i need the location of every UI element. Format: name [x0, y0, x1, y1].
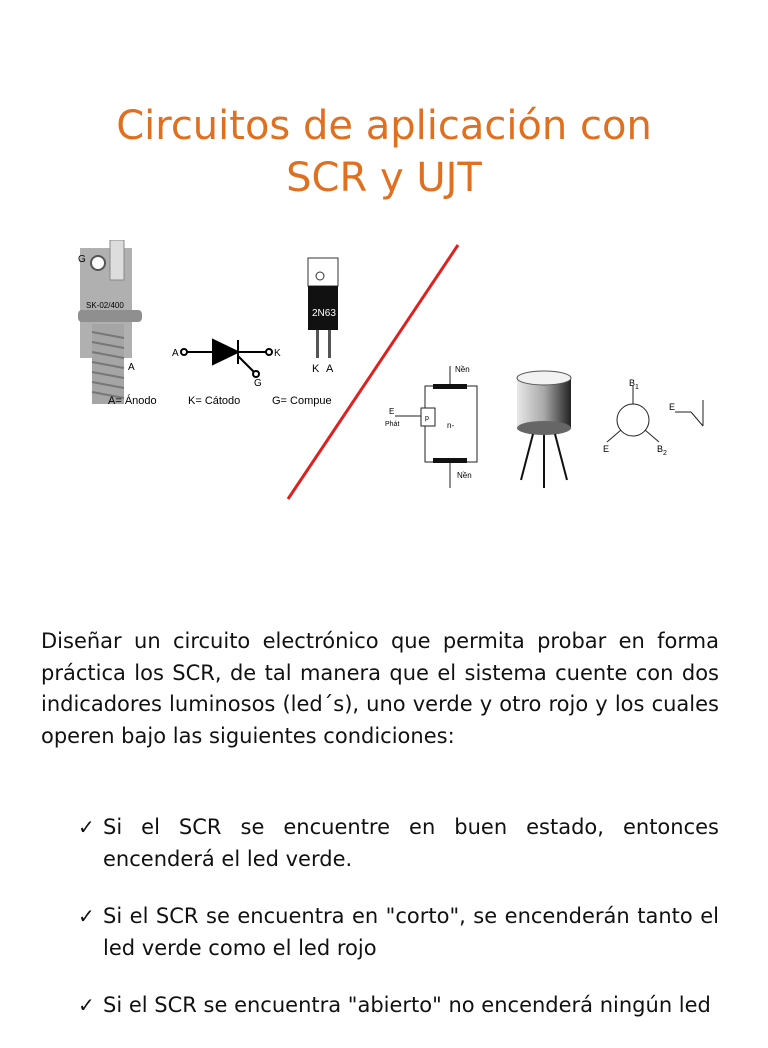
title-line-1: Circuitos de aplicación con: [116, 103, 652, 149]
slide-title: [0, 100, 768, 204]
pinout-e: E: [603, 444, 610, 454]
stud-label: SK-02/400: [86, 301, 124, 310]
symbol-gate-label: G: [254, 378, 262, 389]
checkmark-icon: ✓: [78, 904, 95, 928]
symbol-e: E: [669, 402, 676, 412]
symbol-cathode-label: K: [274, 348, 281, 359]
ujt-e-label: E: [389, 407, 395, 416]
pinout-b2: $B_2$: [657, 444, 667, 457]
to220-pin-a: A: [326, 363, 334, 375]
ujt-structure: [385, 365, 477, 488]
ujt-top-label: Nền: [455, 365, 470, 374]
condition-text: Si el SCR se encuentra en "corto", se encenderán tanto el led verde como el led rojo: [103, 904, 719, 960]
legend-gate: G= Compue: [272, 395, 332, 407]
ujt-package: [517, 371, 571, 488]
condition-text: Si el SCR se encuentre en buen estado, entonces encenderá el led verde.: [103, 815, 719, 871]
condition-item: [0, 990, 719, 1022]
ujt-figure: [385, 360, 710, 495]
stud-pin-g: G: [78, 254, 86, 265]
condition-text: Si el SCR se encuentra "abierto" no encenderá ningún led: [103, 993, 711, 1017]
ujt-n-label: n-: [447, 421, 455, 430]
instructions-paragraph: Diseñar un circuito electrónico que permita probar en forma práctica los SCR, de tal manera que el sistema cuente con dos indicadores luminosos (led´s), uno verde y otro rojo y los cuales operen bajo las siguientes condiciones:: [41, 629, 719, 748]
ujt-p-label: p: [425, 415, 429, 422]
title-line-2: SCR y UJT: [286, 155, 482, 201]
stud-package: [78, 240, 142, 404]
to220-pin-k: K: [312, 363, 320, 375]
checkmark-icon: ✓: [78, 993, 95, 1017]
ujt-symbol: [675, 400, 703, 426]
symbol-anode-label: A: [172, 348, 179, 359]
conditions-list: [0, 812, 768, 1048]
legend-anode: A= Ánodo: [108, 395, 157, 407]
ujt-pinout: [603, 378, 667, 457]
pinout-b1: $B_1$: [629, 378, 639, 391]
condition-item: [0, 812, 719, 875]
legend-cathode: K= Cátodo: [188, 395, 241, 407]
ujt-bottom-label: Nền: [457, 471, 472, 480]
to220-label: 2N63: [312, 308, 336, 319]
scr-symbol: [181, 340, 272, 377]
checkmark-icon: ✓: [78, 815, 95, 839]
condition-item: [0, 901, 719, 964]
ujt-emitter-label: Phát: [385, 421, 400, 428]
stud-pin-a: A: [128, 362, 135, 373]
